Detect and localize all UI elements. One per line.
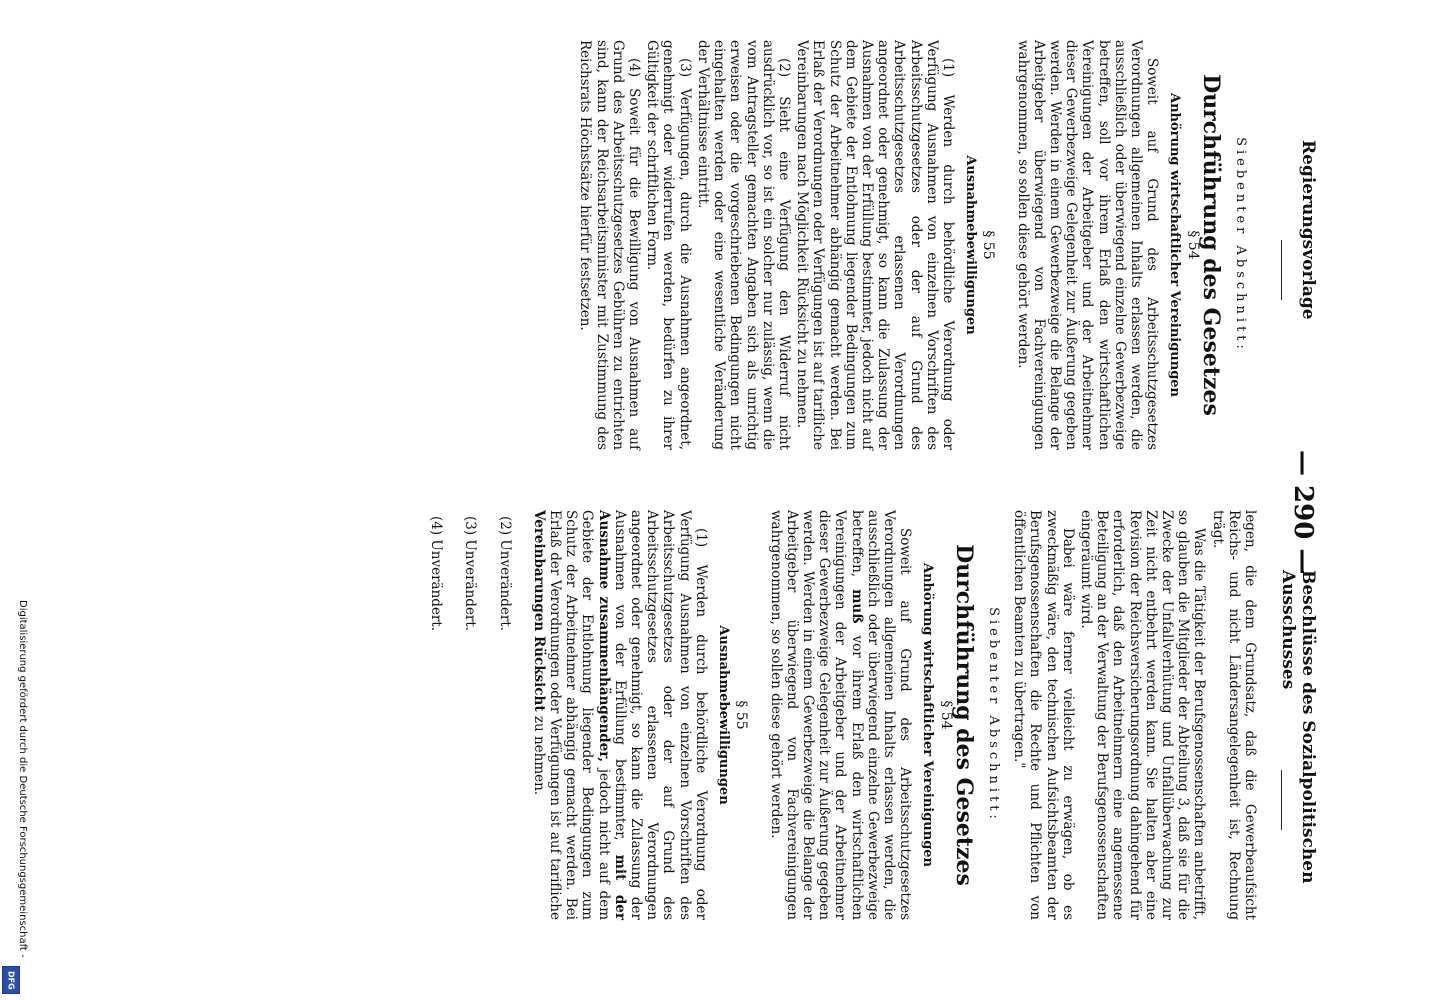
right-column-committee-resolutions [428, 510, 1258, 920]
paragraph-54-heading: Anhörung wirtschaftlicher Vereinigungen [1167, 92, 1183, 398]
paragraph-55-sub4: (4) Unverändert. [428, 516, 445, 632]
section-heading: Siebenter Abschnitt: [985, 607, 1001, 823]
bold-run: muß [848, 589, 865, 624]
rotated-page [128, 10, 1318, 970]
digitization-credit: Digitalisierung gefördert durch die Deutsche Forschungsgemeinschaft - [17, 600, 28, 958]
paragraph-54-text: Soweit auf Grund des Arbeitsschutzgesetzes Verordnungen allgemeinen Inhalts erlassen werden, die ausschließlich oder überwiegend einzelne Gewerbezweige betreffen, soll vor ihrem Erlaß den wirtschaftlichen Vereinigungen der Arbeitgeber und der Arbeitnehmer dieser Gewerbezweige Gelegenheit zur Äußerung gegeben werden. Werden in einem Gewerbezweige die Belange der Arbeitgeber überwiegend von Fachvereinigungen wahrgenommen, so sollen diese gehört werden. [1014, 40, 1161, 450]
section-heading: Siebenter Abschnitt: [1233, 137, 1248, 353]
paragraph-55-heading: Ausnahmebewilligungen [716, 625, 732, 805]
text-run: Soweit auf Grund des Arbeitsschutzgesetzes Verordnungen allgemeinen Inhalts erlassen werden, die ausschließlich oder überwiegend einzelne Gewerbezweige betreffen, [848, 510, 914, 920]
header-right-label: Beschlüsse des Sozialpolitischen Ausschusses [1278, 570, 1318, 884]
page-number: — 290 — [1288, 450, 1318, 575]
paragraph-54-heading: Anhörung wirtschaftlicher Vereinigungen [920, 562, 936, 868]
header-right-rule [1281, 770, 1282, 830]
paragraph-55-sub2: (2) Sieht eine Verfügung den Widerruf nicht ausdrücklich vor, so ist ein solcher nur zulässig, wenn die vom Antragsteller gemachten Angaben sich als unrichtig erweisen oder die vorgeschriebenen Bedingungen nicht eingehalten werden oder eine wesentliche Veränderung der Verhältnisse eintritt. [694, 40, 792, 450]
text-run: vor ihrem Erlaß den wirtschaftlichen Vereinigungen der Arbeitgeber und der Arbeitnehmer dieser Gewerbezweige Gelegenheit zur Äußerung gegeben werden. Werden in einem Gewerbezweige die Belange der Arbeitgeber überwiegend von Fachvereinigungen wahrgenommen, so sollen diese gehört werden. [767, 510, 865, 920]
paragraph-54-number: § 54 [1184, 230, 1201, 260]
paragraph-55-sub1 [531, 510, 709, 920]
aufsichtsbeamte-paragraph: Dabei wäre ferner vielleicht zu erwägen, ob es zweckmäßig wäre, den technischen Aufsichtsbeamten der Berufsgenossenschaften die Rechte und Pflichten von öffentlichen Beamten zu übertragen." [1011, 510, 1076, 920]
paragraph-55-number: § 55 [733, 700, 750, 730]
text-run: jedoch nicht auf dem Gebiete der Entlohnung liegender Bedingungen zum Schutz der Arbeitnehmer abhängig gemacht werden. Bei Erlaß der Verordnungen oder Verfügungen ist auf tarifliche [547, 510, 612, 920]
paragraph-55-sub4: (4) Soweit für die Bewilligung von Ausnahmen auf Grund des Arbeitsschutzgesetzes Gebühren zu entrichten sind, kann der Reichsarbeitsminister mit Zustimmung des Reichsrats Höchstsätze hierfür festsetzen. [577, 40, 643, 450]
berufsgenossenschaften-paragraph: Was die Tätigkeit der Berufsgenossenschaften anbetrifft, so glauben die Mitglieder der Abteilung 3, daß sie für die Zwecke der Unfallverhütung und Unfallüberwachung zur Zeit nicht entbehrt werden kann. Sie halten aber eine Revision der Reichsversicherungsordnung dahingehend für erforderlich, daß den Arbeitnehmern eine angemessene Beteiligung an der Verwaltung der Berufsgenossenschaften eingeräumt wird. [1077, 510, 1208, 920]
paragraph-55-heading: Ausnahmebewilligungen [963, 155, 979, 335]
paragraph-55-sub2: (2) Unverändert. [496, 516, 513, 632]
left-column-government-draft [575, 40, 1258, 450]
dfg-logo: DFG [2, 966, 20, 994]
paragraph-54-text [767, 510, 913, 920]
header-left-rule [1281, 240, 1282, 300]
intro-text: legen, die dem Grundsatz, daß die Gewerbeaufsicht Reichs- und nicht Ländersangelegenheit ist, Rechnung trägt. [1209, 510, 1258, 920]
paragraph-54-number: § 54 [937, 700, 954, 730]
paragraph-55-number: § 55 [980, 230, 997, 260]
section-title: Durchführung des Gesetzes [950, 544, 977, 886]
header-left-label: Regierungsvorlage [1298, 140, 1318, 320]
bold-run: Vereinbarungen Rücksicht [530, 510, 547, 712]
paragraph-55-sub3: (3) Verfügungen, durch die Ausnahmen angeordnet, genehmigt oder widerrufen werden, bedürfen zu ihrer Gültigkeit der schriftlichen Form. [644, 40, 693, 450]
paragraph-55-sub3: (3) Unverändert. [462, 516, 479, 632]
bold-run: mit der Ausnahme zusammenhängender, [595, 510, 628, 920]
text-run: zu nehmen. [530, 715, 547, 796]
text-run: (1) Werden durch behördliche Verordnung oder Verfügung Ausnahmen von einzelnen Vorschriften des Arbeitsschutzgesetzes oder der auf Grund des Arbeitsschutzgesetzes erlassenen Verordnungen angeordnet oder genehmigt, so kann die Zulassung der Ausnahmen von der Erfüllung bestimmter, [611, 510, 709, 920]
paragraph-55-sub1: (1) Werden durch behördliche Verordnung oder Verfügung Ausnahmen von einzelnen Vorschriften des Arbeitsschutzgesetzes oder der auf Grund des Arbeitsschutzgesetzes erlassenen Verordnungen angeordnet oder genehmigt, so kann die Zulassung der Ausnahmen von der Erfüllung bestimmter, jedoch nicht auf dem Gebiete der Entlohnung liegender Bedingungen zum Schutz der Arbeitnehmer abhängig gemacht werden. Bei Erlaß der Verordnungen oder Verfügungen ist auf tarifliche Vereinbarungen nach Möglichkeit Rücksicht zu nehmen. [794, 40, 956, 450]
section-title: Durchführung des Gesetzes [1197, 74, 1224, 416]
